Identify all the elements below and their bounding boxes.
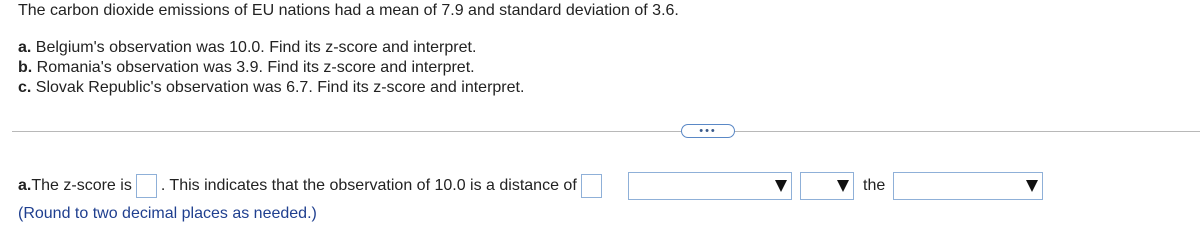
units-dropdown[interactable] bbox=[628, 172, 792, 200]
zscore-input[interactable] bbox=[136, 174, 157, 198]
part-a bbox=[18, 38, 524, 58]
the-label: the bbox=[863, 177, 886, 194]
answer-a-prefix: The z-score is bbox=[31, 177, 132, 194]
problem-statement: The carbon dioxide emissions of EU nations had a mean of 7.9 and standard deviation of 3.6. bbox=[18, 2, 679, 19]
answer-row-a bbox=[18, 172, 606, 200]
dropdown-arrow-icon bbox=[837, 180, 849, 192]
rounding-hint: (Round to two decimal places as needed.) bbox=[18, 205, 317, 222]
dropdown-arrow-icon bbox=[1026, 180, 1038, 192]
part-c-text: Slovak Republic's observation was 6.7. Find its z-score and interpret. bbox=[31, 79, 525, 96]
part-c-letter: c. bbox=[18, 79, 32, 96]
part-a-letter: a. bbox=[18, 39, 32, 56]
direction-dropdown[interactable] bbox=[800, 172, 854, 200]
question-parts bbox=[18, 38, 524, 98]
part-b bbox=[18, 58, 524, 78]
section-divider bbox=[12, 131, 1200, 132]
part-a-text: Belgium's observation was 10.0. Find its z-score and interpret. bbox=[31, 39, 477, 56]
part-b-letter: b. bbox=[18, 59, 33, 76]
distance-input[interactable] bbox=[581, 174, 602, 198]
reference-dropdown[interactable] bbox=[893, 172, 1043, 200]
part-b-text: Romania's observation was 3.9. Find its z-score and interpret. bbox=[32, 59, 475, 76]
part-c bbox=[18, 78, 524, 98]
answer-a-middle: . This indicates that the observation of 10.0 is a distance of bbox=[160, 177, 577, 194]
dropdown-arrow-icon bbox=[775, 180, 787, 192]
more-options-button[interactable]: ••• bbox=[681, 124, 735, 138]
answer-a-letter: a. bbox=[18, 177, 32, 194]
